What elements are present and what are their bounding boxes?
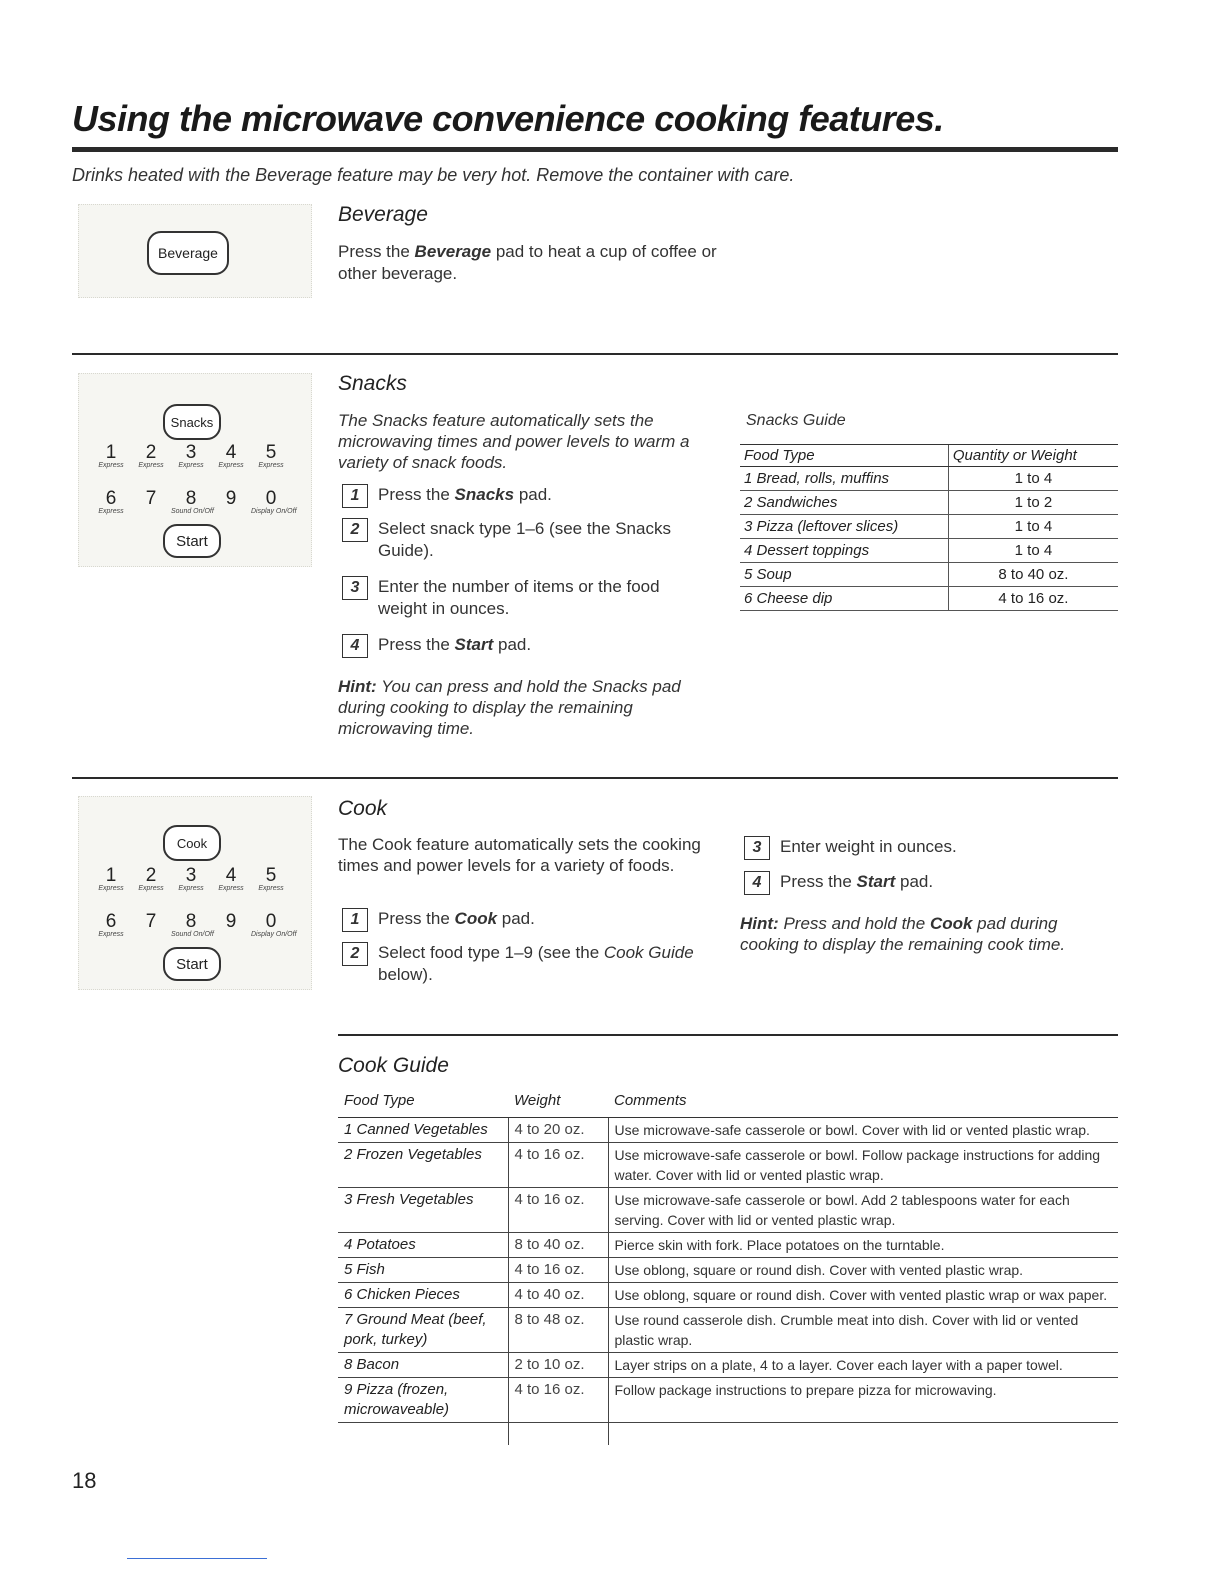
table-row: 4 Potatoes 8 to 40 oz. Pierce skin with fork. Place potatoes on the turntable. <box>338 1233 1118 1258</box>
cook-col-food-type: Food Type <box>338 1090 508 1118</box>
snacks-keypad-illustration <box>78 373 312 567</box>
key-8: 8 Sound On/Off <box>171 488 214 515</box>
snacks-step-2: 2 Select snack type 1–6 (see the Snacks Guide). <box>342 518 702 562</box>
cook-step-1: 1 Press the Cook pad. <box>342 908 702 932</box>
section-rule <box>72 777 1118 779</box>
cook-hint: Hint: Press and hold the Cook pad during cooking to display the remaining cook time. <box>740 914 1066 954</box>
cook-guide-table <box>338 1090 1118 1445</box>
table-row: 1 Canned Vegetables 4 to 20 oz. Use microwave-safe casserole or bowl. Cover with lid or vented plastic wrap. <box>338 1118 1118 1143</box>
snacks-step-4: 4 Press the Start pad. <box>342 634 702 658</box>
key-2: 2 Express <box>138 865 164 892</box>
page-number: 18 <box>72 1468 97 1493</box>
table-row: 8 Bacon 2 to 10 oz. Layer strips on a plate, 4 to a layer. Cover each layer with a paper towel. <box>338 1353 1118 1378</box>
key-0: 0 Display On/Off <box>251 911 297 938</box>
key-1: 1 Express <box>98 865 124 892</box>
key-3: 3 Express <box>178 865 204 892</box>
table-row: 9 Pizza (frozen, microwaveable) 4 to 16 oz. Follow package instructions to prepare pizza for microwaving. <box>338 1378 1118 1423</box>
key-9: 9 <box>225 911 237 932</box>
key-0: 0 Display On/Off <box>251 488 297 515</box>
snacks-step-3: 3 Enter the number of items or the food weight in ounces. <box>342 576 702 620</box>
key-9: 9 <box>225 488 237 509</box>
table-row: 5 Soup 8 to 40 oz. <box>740 563 1118 587</box>
beverage-illustration <box>78 204 312 298</box>
beverage-title: Beverage <box>338 203 428 226</box>
title-rule <box>72 147 1118 152</box>
key-1: 1 Express <box>98 442 124 469</box>
table-row: 4 Dessert toppings 1 to 4 <box>740 539 1118 563</box>
snacks-hint: Hint: You can press and hold the Snacks pad during cooking to display the remaining microwaving time. <box>338 677 681 738</box>
table-row: 6 Chicken Pieces 4 to 40 oz. Use oblong, square or round dish. Cover with vented plastic wrap or wax paper. <box>338 1283 1118 1308</box>
cook-intro: The Cook feature automatically sets the cooking times and power levels for a variety of foods. <box>338 835 701 875</box>
snacks-col-quantity: Quantity or Weight <box>948 445 1118 467</box>
key-6: 6 Express <box>98 488 124 515</box>
key-2: 2 Express <box>138 442 164 469</box>
key-4: 4 Express <box>218 442 244 469</box>
cook-title: Cook <box>338 797 388 820</box>
cook-keypad-illustration <box>78 796 312 990</box>
cook-pad: Cook <box>163 825 221 861</box>
cook-col-weight: Weight <box>508 1090 608 1118</box>
key-3: 3 Express <box>178 442 204 469</box>
snacks-col-food-type: Food Type <box>740 445 948 467</box>
table-row: 1 Bread, rolls, muffins 1 to 4 <box>740 467 1118 491</box>
snacks-intro: The Snacks feature automatically sets the microwaving times and power levels to warm a variety of snack foods. <box>338 411 690 472</box>
key-7: 7 <box>145 911 157 932</box>
cook-guide-title: Cook Guide <box>338 1054 449 1077</box>
key-7: 7 <box>145 488 157 509</box>
key-8: 8 Sound On/Off <box>171 911 214 938</box>
table-row: 2 Sandwiches 1 to 2 <box>740 491 1118 515</box>
snacks-guide-title: Snacks Guide <box>746 412 846 429</box>
cook-step-4: 4 Press the Start pad. <box>744 871 1104 895</box>
page-title: Using the microwave convenience cooking features. <box>72 98 944 139</box>
key-5: 5 Express <box>258 442 284 469</box>
table-row-spacer <box>338 1423 1118 1446</box>
table-row: 5 Fish 4 to 16 oz. Use oblong, square or round dish. Cover with vented plastic wrap. <box>338 1258 1118 1283</box>
cook-step-3: 3 Enter weight in ounces. <box>744 836 1104 860</box>
start-pad: Start <box>163 524 221 558</box>
beverage-pad: Beverage <box>147 231 229 275</box>
table-row: 3 Pizza (leftover slices) 1 to 4 <box>740 515 1118 539</box>
cook-col-comments: Comments <box>608 1090 1118 1118</box>
cook-guide-rule <box>338 1034 1118 1036</box>
beverage-warning: Drinks heated with the Beverage feature may be very hot. Remove the container with care. <box>72 165 795 185</box>
cook-step-2: 2 Select food type 1–9 (see the Cook Guide below). <box>342 942 702 986</box>
key-4: 4 Express <box>218 865 244 892</box>
beverage-text: Press the Beverage pad to heat a cup of coffee or other beverage. <box>338 242 717 283</box>
snacks-guide-table <box>740 444 1118 611</box>
section-rule <box>72 353 1118 355</box>
snacks-step-1: 1 Press the Snacks pad. <box>342 484 702 508</box>
snacks-pad: Snacks <box>163 404 221 440</box>
key-6: 6 Express <box>98 911 124 938</box>
start-pad: Start <box>163 947 221 981</box>
table-row: 3 Fresh Vegetables 4 to 16 oz. Use microwave-safe casserole or bowl. Add 2 tablespoons water for each serving. Cover with lid or vented plastic wrap. <box>338 1188 1118 1233</box>
snacks-title: Snacks <box>338 372 407 395</box>
table-row: 2 Frozen Vegetables 4 to 16 oz. Use microwave-safe casserole or bowl. Follow package instructions for adding water. Cover with lid or vented plastic wrap. <box>338 1143 1118 1188</box>
scan-artifact-line <box>127 1558 267 1559</box>
key-5: 5 Express <box>258 865 284 892</box>
table-row: 6 Cheese dip 4 to 16 oz. <box>740 587 1118 611</box>
table-row: 7 Ground Meat (beef, pork, turkey) 8 to 48 oz. Use round casserole dish. Crumble meat into dish. Cover with lid or vented plastic wrap. <box>338 1308 1118 1353</box>
